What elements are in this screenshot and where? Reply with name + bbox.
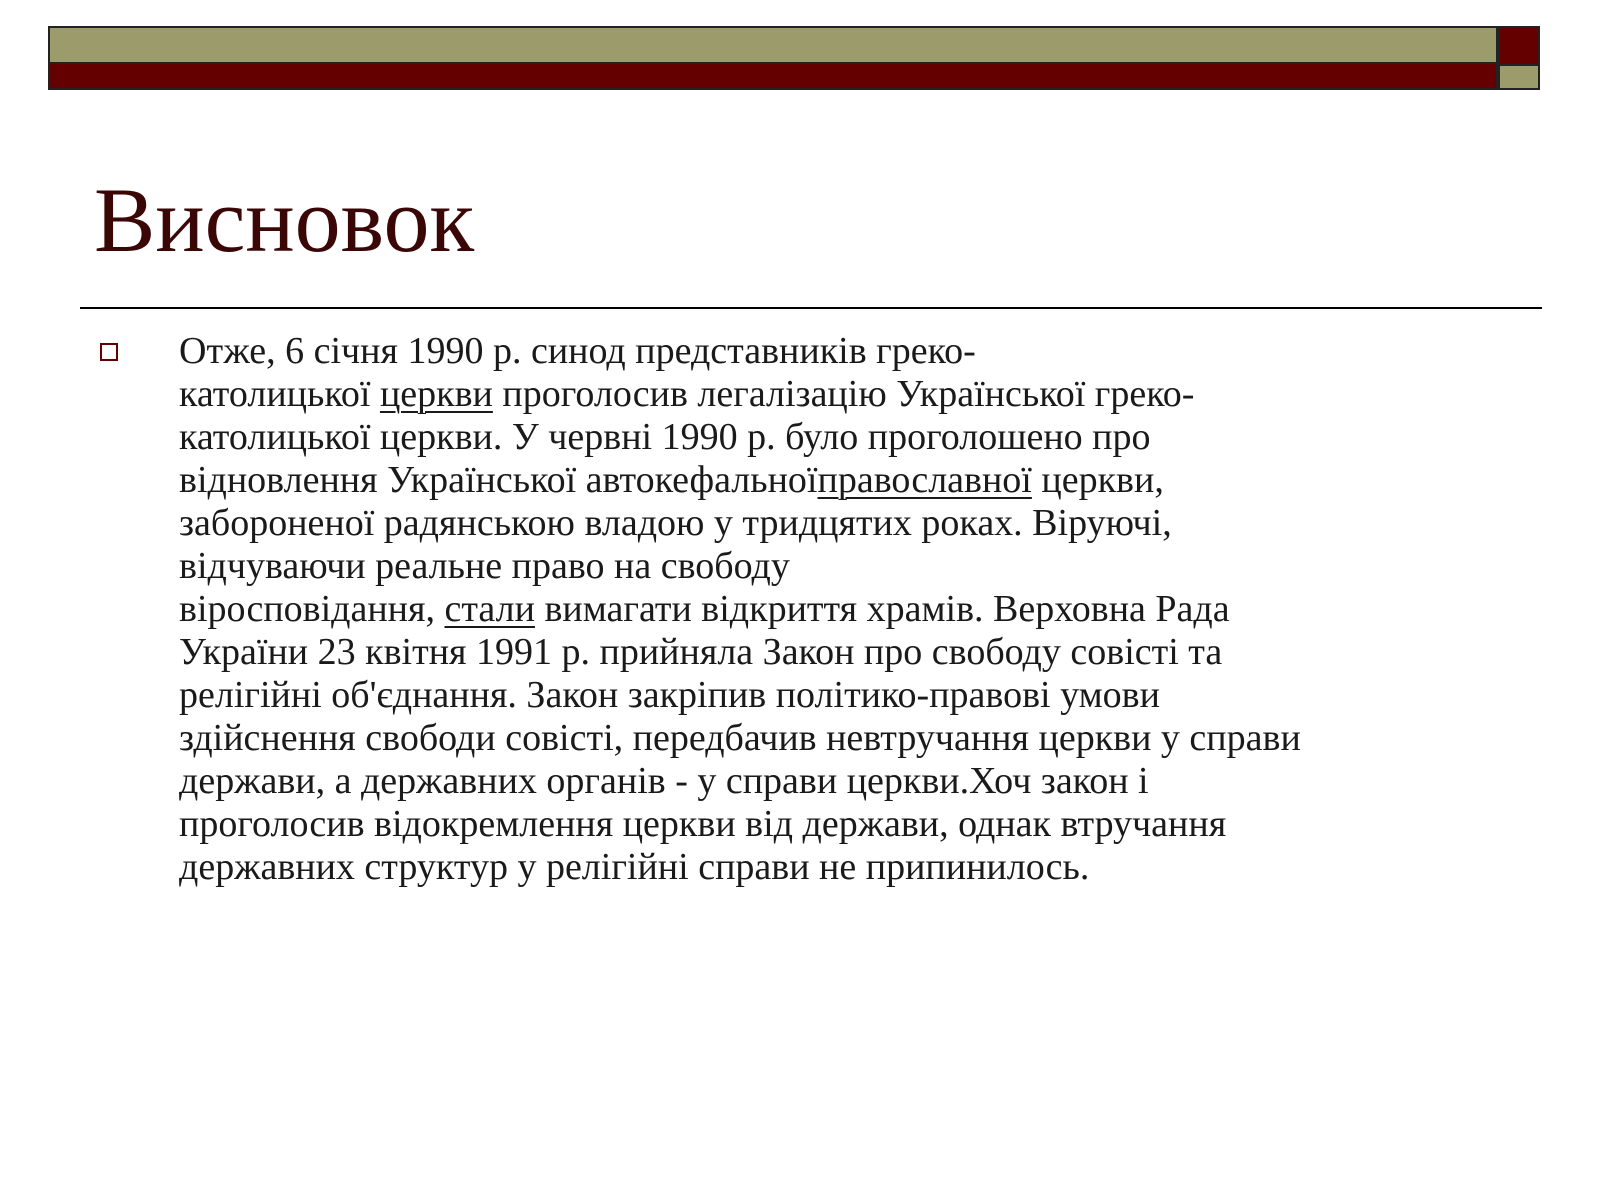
text-run: церкви,	[1031, 459, 1164, 501]
title-divider	[80, 307, 1542, 309]
slide-title: Висновок	[94, 169, 475, 271]
top-decorative-band	[48, 26, 1540, 90]
paragraph-line	[179, 502, 1509, 545]
text-run: державних структур у релігійні справи не припинилось.	[179, 846, 1090, 888]
paragraph-line	[179, 588, 1509, 631]
text-run: держави, а державних органів - у справи церкви.Хоч закон і	[179, 760, 1149, 802]
paragraph-line	[179, 717, 1509, 760]
paragraph-line	[179, 631, 1509, 674]
text-run: проголосив відокремлення церкви від держави, однак втручання	[179, 803, 1227, 845]
text-run: забороненої радянською владою у тридцятих роках. Віруючі,	[179, 502, 1172, 544]
text-run: релігійні об'єднання. Закон закріпив політико-правові умови	[179, 674, 1160, 716]
paragraph-line	[179, 760, 1509, 803]
text-run: католицької	[179, 373, 380, 415]
text-run: відновлення Української автокефальної	[179, 459, 818, 501]
band-corner-square-maroon	[1498, 26, 1540, 66]
paragraph-line	[179, 803, 1509, 846]
text-run: католицької церкви. У червні 1990 р. було проголошено про	[179, 416, 1151, 458]
text-run: здійснення свободи совісті, передбачив невтручання церкви у справи	[179, 717, 1301, 759]
paragraph-line	[179, 416, 1509, 459]
paragraph-line	[179, 373, 1509, 416]
paragraph-line	[179, 674, 1509, 717]
hyperlink[interactable]: церкви	[379, 373, 493, 415]
band-corner-square-olive	[1498, 66, 1540, 90]
text-run: вимагати відкриття храмів. Верховна Рада	[534, 588, 1230, 630]
paragraph-line	[179, 459, 1509, 502]
paragraph-line	[179, 846, 1509, 889]
hollow-square-bullet-icon	[100, 343, 118, 361]
paragraph-line	[179, 545, 1509, 588]
hyperlink[interactable]: православної	[817, 459, 1032, 501]
bullet-paragraph	[179, 330, 1509, 889]
text-run: проголосив легалізацію Української греко-	[492, 373, 1195, 415]
text-run: України 23 квітня 1991 р. прийняла Закон про свободу совісті та	[179, 631, 1223, 673]
text-run: Отже, 6 січня 1990 р. синод представників греко-	[179, 330, 976, 372]
hyperlink[interactable]: стали	[444, 588, 535, 630]
text-run: відчуваючи реальне право на свободу	[179, 545, 790, 587]
band-maroon-stripe	[48, 64, 1498, 90]
text-run: віросповідання,	[179, 588, 445, 630]
band-olive-stripe	[48, 26, 1498, 64]
paragraph-line	[179, 330, 1509, 373]
